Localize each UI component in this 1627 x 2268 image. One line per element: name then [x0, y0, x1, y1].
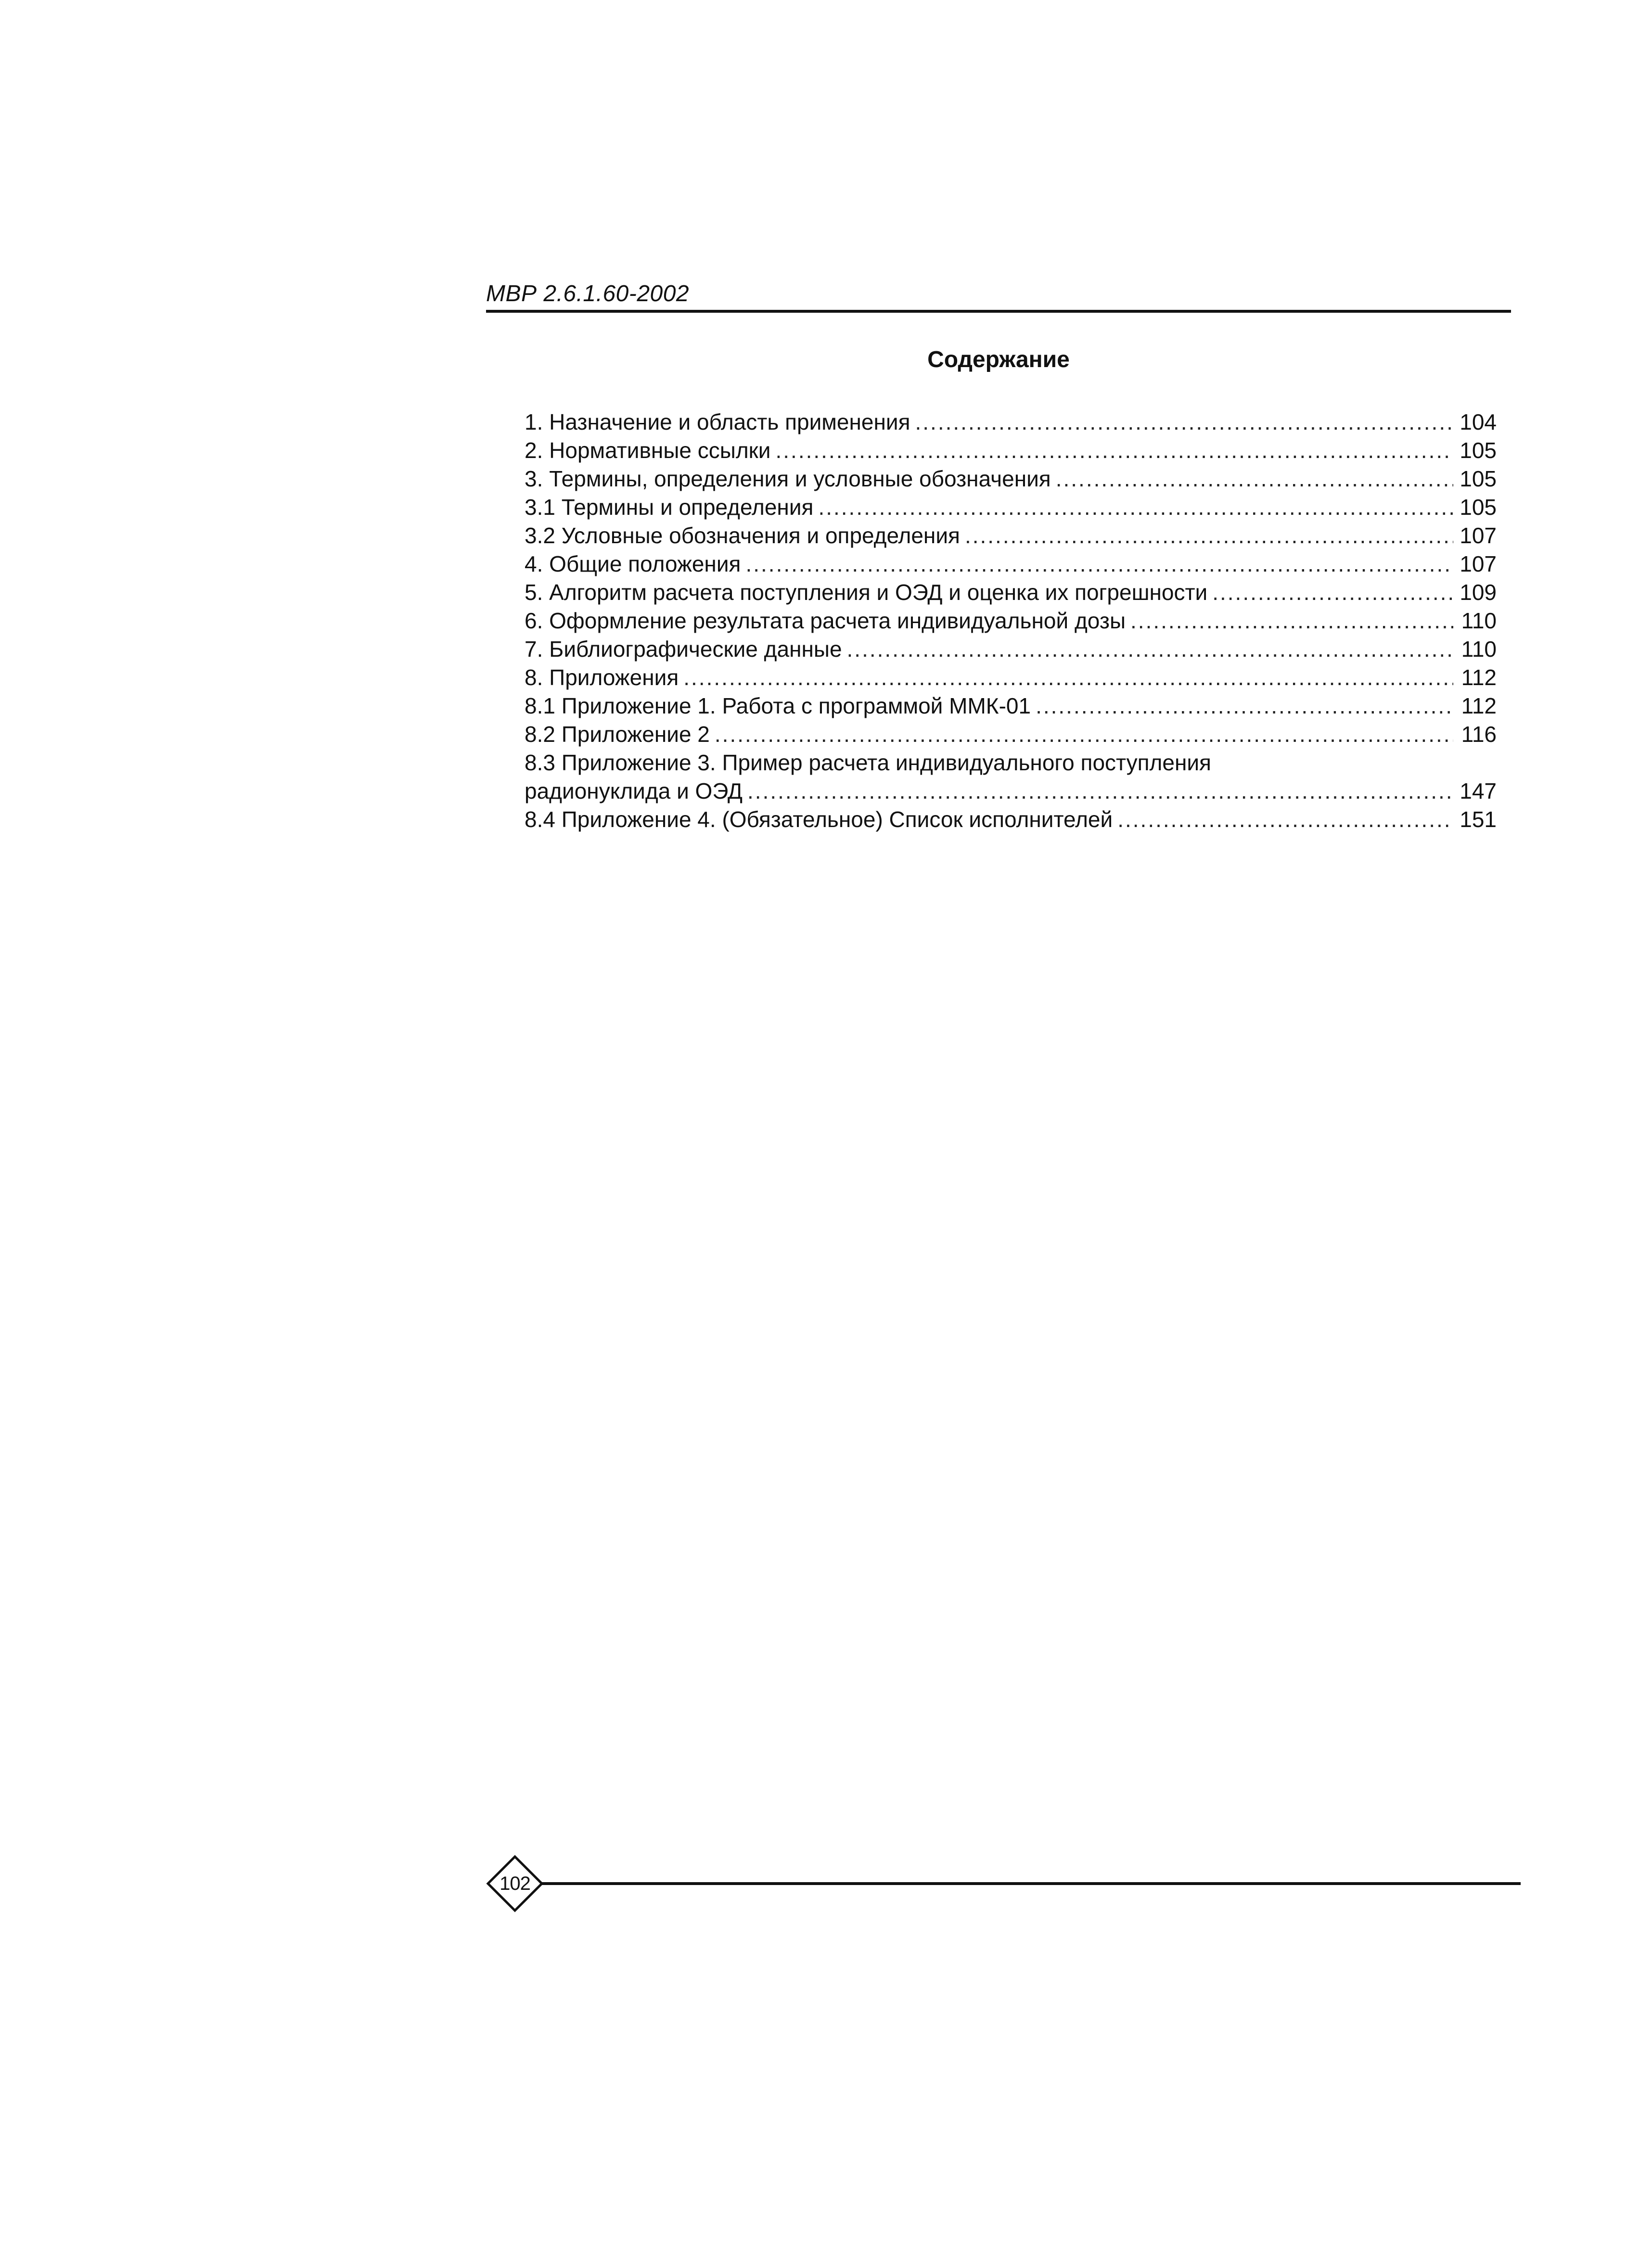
- toc-entry-text: 4. Общие положения: [525, 551, 741, 576]
- toc-entry[interactable]: [525, 578, 1497, 607]
- footer-rule: [534, 1882, 1521, 1885]
- toc-entry-page: 110: [1461, 637, 1497, 662]
- toc-entry[interactable]: [525, 493, 1497, 522]
- toc-leader-dots: [1056, 465, 1453, 493]
- table-of-contents: [525, 408, 1497, 834]
- toc-leader-dots: [915, 408, 1453, 436]
- toc-entry[interactable]: [525, 550, 1497, 578]
- toc-entry-page: 105: [1460, 466, 1497, 491]
- document-code: МВР 2.6.1.60-2002: [486, 281, 690, 306]
- toc-entry-first-line[interactable]: [525, 749, 1497, 777]
- toc-entry[interactable]: [525, 805, 1497, 834]
- toc-leader-dots: [818, 493, 1453, 522]
- page-number-badge: [486, 1855, 544, 1912]
- toc-entry-text: 5. Алгоритм расчета поступления и ОЭД и оценка их погрешности: [525, 580, 1208, 605]
- page-footer: [486, 1855, 1521, 1912]
- toc-entry-text: 1. Назначение и область применения: [525, 409, 910, 434]
- toc-entry-text: 8.2 Приложение 2: [525, 722, 710, 747]
- toc-entry-text: 8.3 Приложение 3. Пример расчета индивидуального поступления: [525, 750, 1211, 775]
- toc-entry-page: 107: [1460, 523, 1497, 548]
- toc-entry-page: 105: [1460, 438, 1497, 463]
- toc-entry-page: 105: [1460, 495, 1497, 520]
- toc-leader-dots: [683, 663, 1453, 692]
- toc-leader-dots: [1036, 692, 1453, 720]
- toc-entry-text: 8. Приложения: [525, 665, 679, 690]
- toc-entry[interactable]: [525, 692, 1497, 720]
- toc-entry[interactable]: [525, 522, 1497, 550]
- toc-leader-dots: [715, 720, 1453, 749]
- toc-title: Содержание: [927, 347, 1070, 372]
- toc-leader-dots: [775, 436, 1453, 465]
- toc-entry-text: 6. Оформление результата расчета индивидуальной дозы: [525, 608, 1126, 633]
- toc-entry-continuation[interactable]: [525, 777, 1497, 805]
- toc-entry[interactable]: [525, 607, 1497, 635]
- toc-leader-dots: [1117, 805, 1453, 834]
- toc-entry-page: 104: [1460, 409, 1497, 434]
- toc-leader-dots: [745, 550, 1453, 578]
- toc-entry-text: 3. Термины, определения и условные обозначения: [525, 466, 1051, 491]
- toc-entry[interactable]: [525, 720, 1497, 749]
- toc-entry-text: 8.1 Приложение 1. Работа с программой ММК-01: [525, 693, 1031, 718]
- toc-leader-dots: [965, 522, 1453, 550]
- toc-leader-dots: [847, 635, 1453, 663]
- toc-entry[interactable]: [525, 635, 1497, 663]
- toc-entry-page: 110: [1461, 608, 1497, 633]
- toc-leader-dots: [747, 777, 1453, 805]
- toc-entry-page: 112: [1461, 665, 1497, 690]
- toc-entry-page: 112: [1461, 693, 1497, 718]
- page-number: 102: [500, 1873, 530, 1894]
- toc-leader-dots: [1212, 578, 1453, 607]
- running-header: [486, 274, 1511, 313]
- toc-entry-page: 147: [1460, 778, 1497, 803]
- toc-leader-dots: [1130, 607, 1453, 635]
- toc-entry-page: 109: [1460, 580, 1497, 605]
- toc-entry-page: 151: [1460, 807, 1497, 832]
- toc-entry-page: 107: [1460, 551, 1497, 576]
- toc-entry-text: 7. Библиографические данные: [525, 637, 842, 662]
- toc-entry-text: 2. Нормативные ссылки: [525, 438, 771, 463]
- toc-entry-text: 3.1 Термины и определения: [525, 495, 814, 520]
- header-rule: [486, 310, 1511, 313]
- toc-entry-text: 3.2 Условные обозначения и определения: [525, 523, 960, 548]
- toc-entry[interactable]: [525, 408, 1497, 436]
- toc-entry[interactable]: [525, 663, 1497, 692]
- toc-entry-page: 116: [1461, 722, 1497, 747]
- toc-entry-text: 8.4 Приложение 4. (Обязательное) Список исполнителей: [525, 807, 1113, 832]
- toc-entry[interactable]: [525, 465, 1497, 493]
- toc-entry[interactable]: [525, 436, 1497, 465]
- toc-entry-text-continued: радионуклида и ОЭД: [525, 778, 743, 803]
